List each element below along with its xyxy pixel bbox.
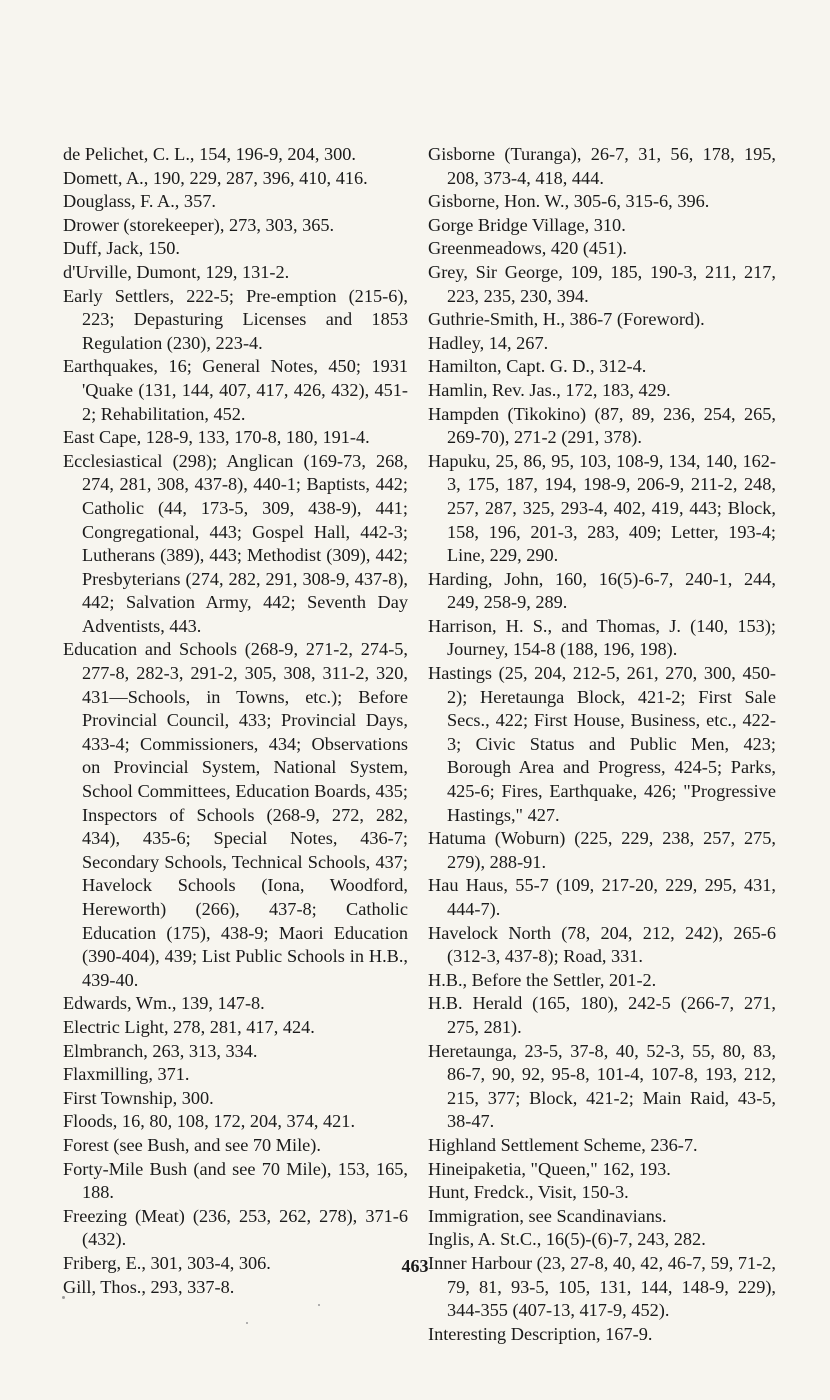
index-entry: Forest (see Bush, and see 70 Mile). xyxy=(63,1134,321,1155)
index-entry: Hamilton, Capt. G. D., 312-4. xyxy=(428,356,647,377)
index-entry: Floods, 16, 80, 108, 172, 204, 374, 421. xyxy=(63,1111,356,1132)
index-entry: Inner Harbour (23, 27-8, 40, 42, 46-7, 59, 71-2, 79, 81, 93-5, 105, 131, 144, 148-9, 229), 344-355 (407-13, 417-9, 452). xyxy=(428,1252,776,1321)
index-entry: Grey, Sir George, 109, 185, 190-3, 211, 217, 223, 235, 230, 394. xyxy=(428,261,776,306)
index-entry: Immigration, see Scandinavians. xyxy=(428,1205,667,1226)
index-entry: Hatuma (Woburn) (225, 229, 238, 257, 275, 279), 288-91. xyxy=(428,828,776,872)
index-entry: First Township, 300. xyxy=(63,1087,214,1108)
index-entry: Harrison, H. S., and Thomas, J. (140, 153); Journey, 154-8 (188, 196, 198). xyxy=(428,615,776,660)
index-entry: Hastings (25, 204, 212-5, 261, 270, 300, 450-2); Heretaunga Block, 421-2; First Sale Secs., 422; First House, Business, etc., 422-3; Civic Status and Public Men, 423; Borough Area and Progress, 424-5; Parks, 425-6; Fires, Earthquake, 426; "Progressive Hastings," 427. xyxy=(428,663,776,825)
index-entry: Early Settlers, 222-5; Pre-emption (215-6), 223; Depasturing Licenses and 1853 Regulation (230), 223-4. xyxy=(63,285,408,353)
index-entry: Elmbranch, 263, 313, 334. xyxy=(63,1040,258,1061)
index-entry: Duff, Jack, 150. xyxy=(63,238,180,259)
index-entry: East Cape, 128-9, 133, 170-8, 180, 191-4. xyxy=(63,427,370,448)
page-number: 463 xyxy=(401,1256,429,1276)
index-entry: Douglass, F. A., 357. xyxy=(63,191,216,212)
index-entry: Drower (storekeeper), 273, 303, 365. xyxy=(63,214,335,235)
index-entry: de Pelichet, C. L., 154, 196-9, 204, 300. xyxy=(63,144,356,164)
index-entry: Earthquakes, 16; General Notes, 450; 1931 'Quake (131, 144, 407, 417, 426, 432), 451-2; Rehabilitation, 452. xyxy=(63,356,408,424)
index-entry: Hunt, Fredck., Visit, 150-3. xyxy=(428,1182,629,1203)
index-entry: Hamlin, Rev. Jas., 172, 183, 429. xyxy=(428,379,671,400)
index-entry: Friberg, E., 301, 303-4, 306. xyxy=(63,1252,271,1273)
index-entry: Gisborne (Turanga), 26-7, 31, 56, 178, 195, 208, 373-4, 418, 444. xyxy=(428,144,776,188)
index-column-right xyxy=(428,143,776,1346)
index-entry: H.B. Herald (165, 180), 242-5 (266-7, 271, 275, 281). xyxy=(428,993,776,1037)
index-entry: Greenmeadows, 420 (451). xyxy=(428,238,628,259)
index-entry: Guthrie-Smith, H., 386-7 (Foreword). xyxy=(428,309,705,330)
index-entry: d'Urville, Dumont, 129, 131-2. xyxy=(63,261,290,282)
index-entry: Gisborne, Hon. W., 305-6, 315-6, 396. xyxy=(428,191,710,212)
index-entry: Edwards, Wm., 139, 147-8. xyxy=(63,993,265,1014)
index-entry: H.B., Before the Settler, 201-2. xyxy=(428,969,657,990)
print-speck xyxy=(318,1304,320,1306)
index-entry: Heretaunga, 23-5, 37-8, 40, 52-3, 55, 80, 83, 86-7, 90, 92, 95-8, 101-4, 107-8, 193, 212, 215, 377; Block, 421-2; Main Raid, 43-5, 38-47. xyxy=(428,1040,776,1132)
index-column-left xyxy=(63,143,408,1299)
index-entry: Electric Light, 278, 281, 417, 424. xyxy=(63,1016,315,1037)
index-entry: Hau Haus, 55-7 (109, 217-20, 229, 295, 431, 444-7). xyxy=(428,875,776,919)
index-entry: Hapuku, 25, 86, 95, 103, 108-9, 134, 140, 162-3, 175, 187, 194, 198-9, 206-9, 211-2, 248, 257, 287, 325, 293-4, 402, 419, 443; Block, 158, 196, 201-3, 283, 409; Letter, 193-4; Line, 229, 290. xyxy=(428,450,776,566)
index-entry: Inglis, A. St.C., 16(5)-(6)-7, 243, 282. xyxy=(428,1229,706,1250)
index-entry: Ecclesiastical (298); Anglican (169-73, 268, 274, 281, 308, 437-8), 440-1; Baptists, 442; Catholic (44, 173-5, 309, 438-9), 441; Congregational, 443; Gospel Hall, 442-3; Lutherans (389), 443; Methodist (309), 442; Presbyterians (274, 282, 291, 308-9, 437-8), 442; Salvation Army, 442; Seventh Day Adventists, 443. xyxy=(63,450,408,636)
index-entry: Freezing (Meat) (236, 253, 262, 278), 371-6 (432). xyxy=(63,1205,408,1250)
index-entry: Interesting Description, 167-9. xyxy=(428,1323,653,1344)
index-entry: Domett, A., 190, 229, 287, 396, 410, 416. xyxy=(63,167,368,188)
index-entry: Hadley, 14, 267. xyxy=(428,332,549,353)
index-entry: Gorge Bridge Village, 310. xyxy=(428,214,626,235)
index-entry: Harding, John, 160, 16(5)-6-7, 240-1, 244, 249, 258-9, 289. xyxy=(428,568,776,613)
index-entry: Flaxmilling, 371. xyxy=(63,1064,190,1085)
index-entry: Highland Settlement Scheme, 236-7. xyxy=(428,1134,698,1155)
index-entry: Education and Schools (268-9, 271-2, 274-5, 277-8, 282-3, 291-2, 305, 308, 311-2, 320, 431—Schools, in Towns, etc.); Before Provincial Council, 433; Provincial Days, 433-4; Commissioners, 434; Observations on Provincial System, National System, School Committees, Education Boards, 435; Inspectors of Schools (268-9, 272, 282, 434), 435-6; Special Notes, 436-7; Secondary Schools, Technical Schools, 437; Havelock Schools (Iona, Woodford, Hereworth) (266), 437-8; Catholic Education (175), 438-9; Maori Education (390-404), 439; List Public Schools in H.B., 439-40. xyxy=(63,639,408,990)
print-speck xyxy=(62,1296,65,1299)
index-entry: Havelock North (78, 204, 212, 242), 265-6 (312-3, 437-8); Road, 331. xyxy=(428,922,776,967)
index-entry: Hineipaketia, "Queen," 162, 193. xyxy=(428,1158,671,1179)
index-entry: Hampden (Tikokino) (87, 89, 236, 254, 265, 269-70), 271-2 (291, 378). xyxy=(428,403,776,448)
index-entry: Gill, Thos., 293, 337-8. xyxy=(63,1276,235,1297)
index-entry: Forty-Mile Bush (and see 70 Mile), 153, 165, 188. xyxy=(63,1158,408,1203)
print-speck xyxy=(246,1322,248,1324)
